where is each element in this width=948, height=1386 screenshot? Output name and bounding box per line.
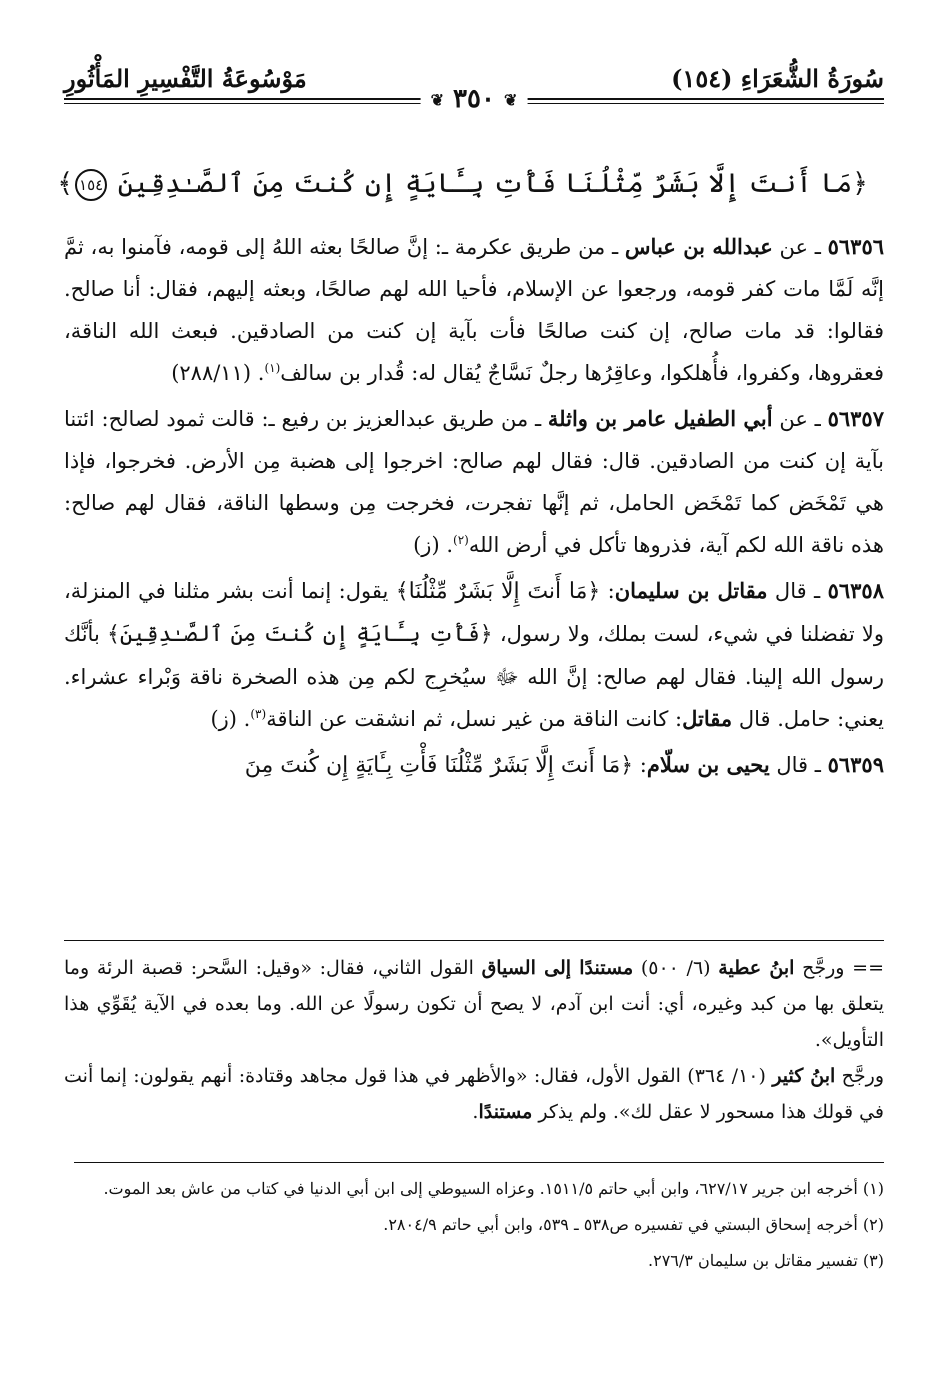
text-segment: ـ من طريق عبدالعزيز بن رفيع ـ: قالت ثمود لصالح: ائتنا بآية إن كنت من الصادقين. قال: فقال لهم صالح: اخرجوا إلى هضبة مِن الأرض. فخرجوا، فإذا هي تَمْخَض كما تَمْخَض الحامل، ثم إنَّها تفجرت، فخرجت مِن وسطها الناقة، فقال لهم صالح: هذه ناقة الله لكم آية، فذروها تأكل في أرض الله [64, 407, 884, 557]
narrator-name: عبدالله بن عباس [624, 234, 773, 259]
text-segment: ـ عن [772, 235, 828, 259]
text-segment: . [237, 707, 251, 731]
text-segment: (١٠/ ٣٦٤) [680, 1065, 773, 1087]
quran-quote: ﴿مَا أَنتَ إِلَّا بَشَرٌ مِّثْلُنَا﴾ [395, 579, 601, 604]
footnote: (٣) تفسير مقاتل بن سليمان ٢٧٦/٣. [648, 1251, 884, 1270]
text-segment: القول الأول، فقال: «والأظهر في هذا قول مجاهد وقتادة: أنهم يقولون: إنما أنت في قولك هذا مسحور لا عقل لك». ولم يذكر [64, 1065, 884, 1123]
surah-title: سُورَةُ الشُّعَرَاءِ (١٥٤) [671, 64, 884, 93]
text-segment: ورجَّح [835, 1065, 885, 1087]
text-segment: : [600, 579, 615, 603]
book-title: مَوْسُوعَةُ التَّفْسِيرِ المَأْثُورِ [64, 64, 307, 93]
narration-paragraph [64, 744, 884, 787]
text-segment: : كانت الناقة من غير نسل، ثم انشقت عن الناقة [266, 707, 683, 731]
text-segment: يقول: إنما أنت بشر مثلنا في المنزلة، ولا تفضلنا في شيء، لست بملك، ولا رسول، [64, 579, 884, 646]
narration-number: ٥٦٣٥٩ [827, 752, 884, 777]
scholar-name: ابنُ عطية [718, 957, 795, 979]
running-header [64, 58, 884, 138]
verse-text: ﴿مَا أَنتَ إِلَّا بَشَرٌ مِّثْلُنَا فَأْتِ بِـَٔايَةٍ إِن كُنتَ مِنَ ٱلصَّـٰدِقِينَ [117, 168, 868, 199]
narration-number: ٥٦٣٥٨ [827, 578, 884, 603]
verse-close: ﴾ [57, 168, 74, 199]
source-ref: (٢٨٨/١١) [171, 361, 252, 385]
narration-paragraph [64, 226, 884, 394]
tarjih-notes [64, 950, 884, 1130]
footnote-ref: (٢) [453, 533, 469, 547]
text-segment: . [251, 361, 265, 385]
page-number-box [421, 84, 528, 114]
text-segment: ـ قال [767, 579, 828, 603]
narration-number: ٥٦٣٥٦ [827, 234, 885, 259]
source-ref: (ز) [413, 533, 440, 557]
text-segment: == ورجَّح [794, 957, 884, 979]
ornament-icon: ❦ [430, 90, 444, 110]
text-segment: . [472, 1101, 479, 1123]
text-segment: . [439, 533, 453, 557]
note-paragraph [64, 1058, 884, 1130]
footnote-ref: (٣) [250, 707, 267, 721]
footnote-ref: (١) [264, 361, 281, 375]
text-segment: بأنَّك رسول الله إلينا. فقال لهم صالح: إنَّ الله ﷻ سيُخرِج لكم مِن هذه الصخرة ناقة وَبْراء عشراء. يعني: حامل. قال [64, 622, 884, 731]
text-segment: ـ قال [769, 753, 828, 777]
narrator-name: يحيى بن سلّام [646, 752, 770, 777]
text-segment: ـ من طريق عكرمة ـ: إنَّ صالحًا بعثه اللهُ إلى قومه، فآمنوا به، ثمَّ إنَّه لَمَّا مات كفر قومه، ورجعوا عن الإسلام، فأحيا الله لهم صالحًا، وبعثه إليهم، فقال: أنا صالح. فقالوا: قد مات صالح، إن كنت صالحًا فأت بآية إن كنت من الصادقين. فبعث الله الناقة، فعقروها، وكفروا، فأُهلكوا، وعاقِرُها رجلٌ نَسَّاجٌ يُقال له: قُدار بن سالف [64, 235, 884, 385]
text-segment: (٦/ ٥٠٠) [633, 957, 719, 979]
note-paragraph [64, 950, 884, 1058]
main-text [64, 226, 884, 791]
narration-paragraph [64, 398, 884, 566]
ornament-icon: ❦ [504, 90, 518, 110]
bold-phrase: مستندًا إلى السياق [481, 957, 634, 979]
notes-separator [64, 940, 884, 941]
quran-quote: ﴿مَا أَنتَ إِلَّا بَشَرٌ مِّثْلُنَا فَأْتِ بِـَٔايَةٍ إِن كُنتَ مِنَ [244, 753, 634, 778]
narration-number: ٥٦٣٥٧ [827, 406, 884, 431]
narrator-name: مقاتل [682, 706, 733, 731]
narrator-name: مقاتل بن سليمان [614, 578, 768, 603]
narration-paragraph [64, 570, 884, 740]
footnotes-separator [74, 1162, 884, 1163]
quran-quote: ﴿فَأْتِ بِـَٔايَةٍ إِن كُنتَ مِنَ ٱلصَّـٰدِقِينَ﴾ [107, 622, 493, 647]
text-segment: : [633, 753, 647, 777]
text-segment: القول الثاني، فقال: «وقيل: السَّحر: قصبة الرئة وما يتعلق بها من كبد وغيره، أي: أنت ابن آدم، لا يصح أن تكون رسولًا عن الله. وما بعده في الآية يُقَوِّي هذا التأويل». [64, 957, 884, 1051]
footnotes [64, 1174, 884, 1282]
footnote: (١) أخرجه ابن جرير ٦٢٧/١٧، وابن أبي حاتم ١٥١١/٥. وعزاه السيوطي إلى ابن أبي الدنيا في كتاب من عاش بعد الموت. [103, 1179, 884, 1198]
scholar-name: ابنُ كثير [772, 1065, 836, 1087]
source-ref: (ز) [210, 707, 237, 731]
bold-phrase: مستندًا [478, 1101, 533, 1123]
narrator-name: أبي الطفيل عامر بن واثلة [547, 406, 773, 431]
text-segment: ـ عن [772, 407, 828, 431]
page-number: ٣٥٠ [453, 84, 495, 114]
ayah-number: ١٥٤ [75, 169, 107, 201]
footnote: (٢) أخرجه إسحاق البستي في تفسيره ص٥٣٨ ـ ٥٣٩، وابن أبي حاتم ٢٨٠٤/٩. [383, 1215, 884, 1234]
quran-verse [57, 158, 868, 210]
